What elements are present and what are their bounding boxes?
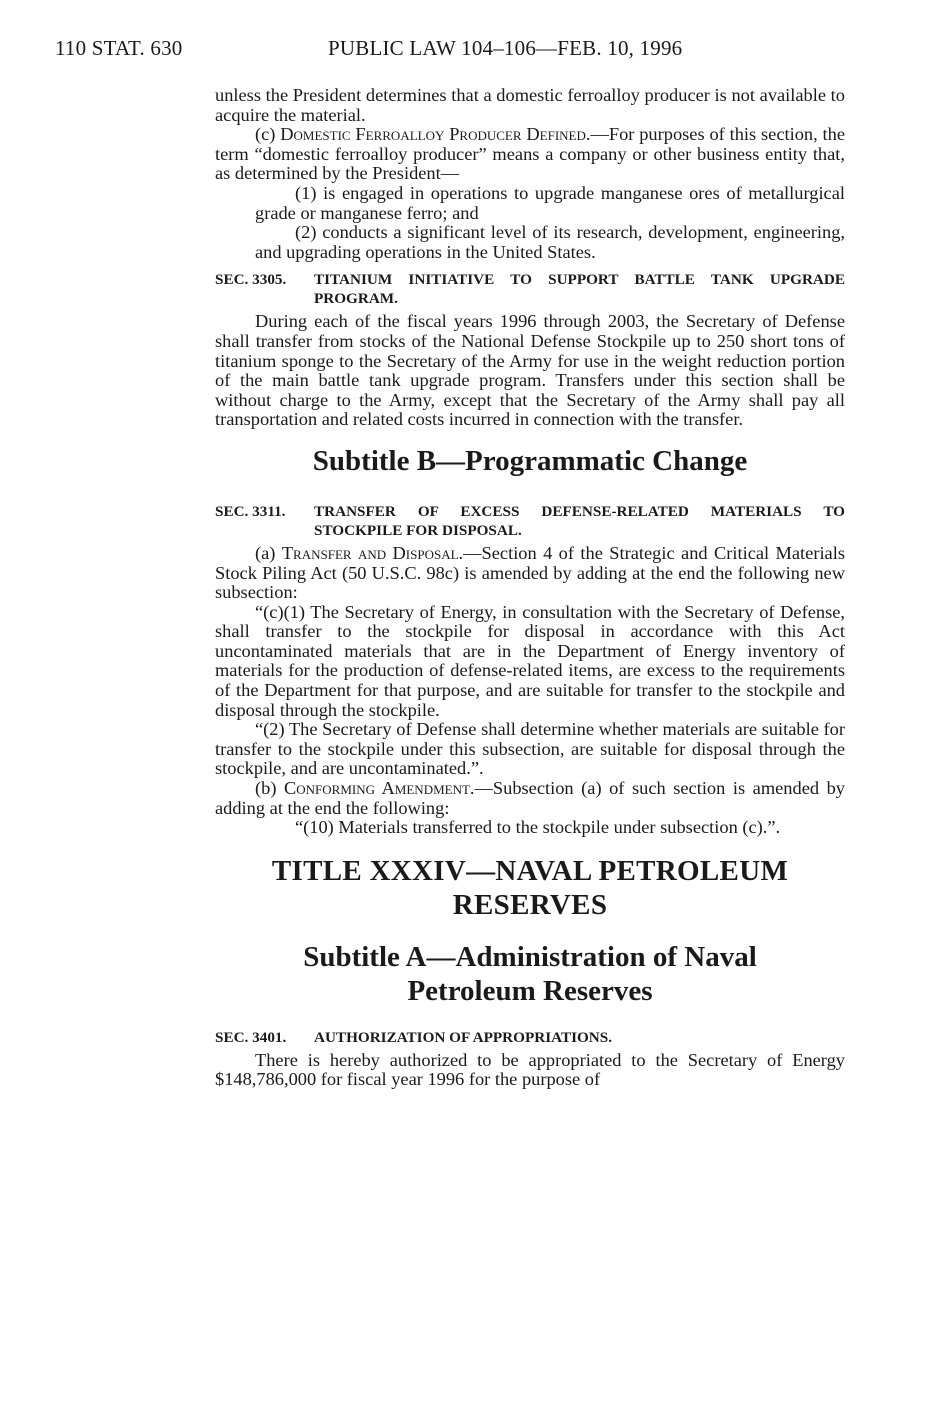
section-heading-3305 bbox=[215, 270, 845, 308]
section-3401-text: There is hereby authorized to be appropriated to the Secretary of Energy $148,786,000 for fiscal year 1996 for the purpose of bbox=[215, 1049, 845, 1090]
subsection-a-text: —Section 4 of the Strategic and Critical Materials Stock Piling Act (50 U.S.C. 98c) is amended by adding at the end the following new subsection: bbox=[215, 542, 845, 603]
section-title: TRANSFER OF EXCESS DEFENSE-RELATED MATERIALS TO STOCKPILE FOR DISPOSAL. bbox=[314, 502, 845, 539]
paragraph-item-2: (2) conducts a significant level of its research, development, engineering, and upgrading operations in the United States. bbox=[255, 222, 845, 262]
section-heading-3401 bbox=[215, 1028, 845, 1047]
section-number: SEC. 3311. bbox=[215, 502, 286, 520]
subsection-c bbox=[215, 125, 845, 184]
section-title: AUTHORIZATION OF APPROPRIATIONS. bbox=[314, 1028, 613, 1046]
section-number: SEC. 3305. bbox=[215, 271, 287, 289]
section-3305-text: During each of the fiscal years 1996 through 2003, the Secretary of Defense shall transfer from stocks of the National Defense Stockpile up to 250 short tons of titanium sponge to the Secretary of the Army for use in the weight reduction portion of the main battle tank upgrade program. Transfers under this section shall be without charge to the Army, except that the Secretary of the Army shall pay all transportation and related costs incurred in connection with the transfer. bbox=[215, 311, 845, 430]
subsection-a-heading: Transfer and Disposal. bbox=[281, 542, 464, 563]
statute-page-number: 110 STAT. 630 bbox=[55, 36, 183, 60]
subsection-a-label: (a) bbox=[255, 542, 282, 563]
quoted-paragraph-c1: “(c)(1) The Secretary of Energy, in consultation with the Secretary of Defense, shall transfer to the stockpile for disposal in accordance with this Act uncontaminated materials that are in the Department of Energy inventory of materials for the production of defense-related items, are excess to the requirements of the Department for that purpose, and are suitable for transfer to the stockpile and disposal through the stockpile. bbox=[215, 601, 845, 720]
subsection-b-label: (b) bbox=[255, 778, 284, 799]
section-number: SEC. 3401. bbox=[215, 1028, 287, 1046]
paragraph-continuation: unless the President determines that a domestic ferroalloy producer is not available to acquire the material. bbox=[215, 85, 845, 125]
subsection-b-heading: Conforming Amendment. bbox=[284, 778, 475, 799]
quoted-paragraph-10: “(10) Materials transferred to the stockpile under subsection (c).”. bbox=[295, 817, 781, 838]
subsection-b bbox=[215, 779, 845, 818]
subtitle-a-heading-line-1: Subtitle A—Administration of Naval bbox=[303, 940, 757, 973]
title-xxxiv-heading-line-2: RESERVES bbox=[452, 888, 608, 921]
subsection-c-label: (c) bbox=[255, 124, 281, 145]
paragraph-item-1: (1) is engaged in operations to upgrade manganese ores of metallurgical grade or manganese ferro; and bbox=[255, 182, 845, 223]
title-xxxiv-heading-line-1: TITLE XXXIV—NAVAL PETROLEUM bbox=[271, 854, 789, 887]
section-heading-3311 bbox=[215, 502, 845, 540]
subsection-c-text: —For purposes of this section, the term “domestic ferroalloy producer” means a company or other business entity that, as determined by the President— bbox=[215, 124, 845, 184]
subtitle-b-heading: Subtitle B—Programmatic Change bbox=[312, 444, 748, 477]
subsection-c-heading: Domestic Ferroalloy Producer Defined. bbox=[280, 124, 591, 145]
public-law-citation: PUBLIC LAW 104–106—FEB. 10, 1996 bbox=[328, 36, 683, 60]
subsection-a bbox=[215, 544, 845, 603]
body-text bbox=[215, 86, 845, 1090]
section-title: TITANIUM INITIATIVE TO SUPPORT BATTLE TANK UPGRADE PROGRAM. bbox=[314, 271, 845, 308]
subsection-b-text: —Subsection (a) of such section is amended by adding at the end the following: bbox=[215, 778, 845, 818]
subtitle-a-heading-line-2: Petroleum Reserves bbox=[407, 974, 653, 1007]
quoted-paragraph-c2: “(2) The Secretary of Defense shall determine whether materials are suitable for transfer to the stockpile under this subsection, are suitable for disposal through the stockpile, and are uncontaminated.”. bbox=[215, 719, 845, 779]
